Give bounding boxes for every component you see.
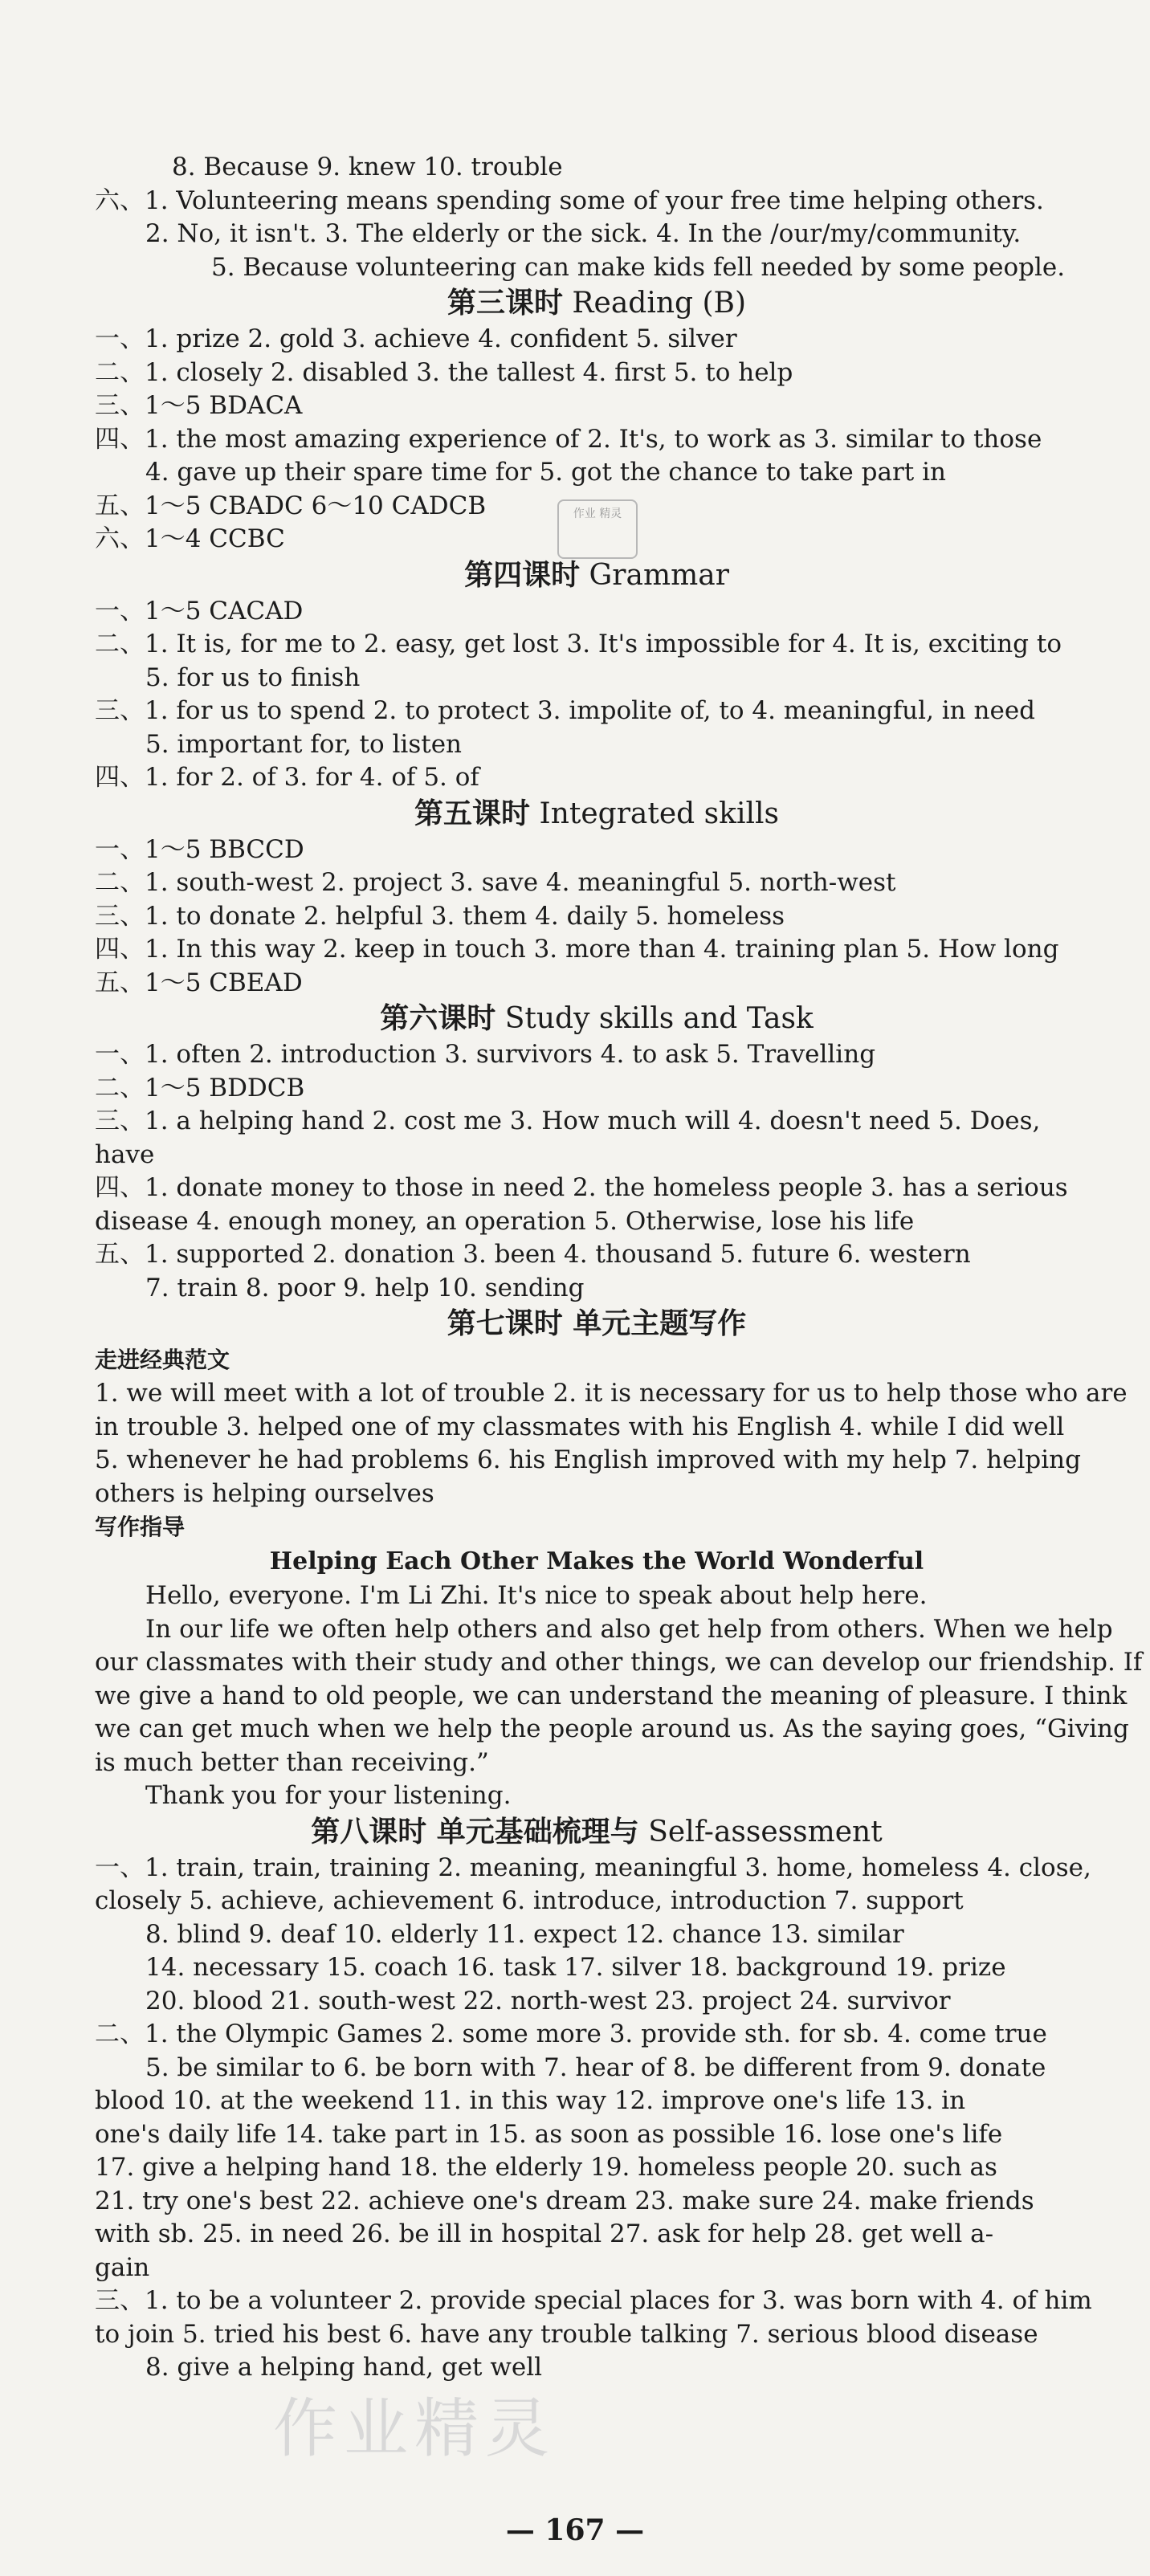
heading-cn: 第七课时 单元主题写作	[447, 1307, 747, 1340]
answer-line: 一、1. train, train, training 2. meaning, meaningful 3. home, homeless 4. close,	[95, 1853, 1091, 1882]
answer-line: 二、1～5 BDDCB	[95, 1073, 305, 1103]
answer-line: 14. necessary 15. coach 16. task 17. silver 18. background 19. prize	[145, 1953, 1006, 1982]
answer-line: 三、1. a helping hand 2. cost me 3. How much will 4. doesn't need 5. Does,	[95, 1107, 1041, 1135]
answer-line: 一、1～5 CACAD	[95, 596, 304, 626]
heading-en: Integrated skills	[539, 797, 779, 830]
answer-line: 五、1～5 CBADC 6～10 CADCB	[95, 491, 487, 520]
essay-line: Thank you for your listening.	[145, 1781, 512, 1810]
answer-line: 20. blood 21. south-west 22. north-west 23. project 24. survivor	[145, 1986, 951, 2016]
heading-cn: 第六课时	[380, 1002, 496, 1035]
answer-line: 8. blind 9. deaf 10. elderly 11. expect 12. chance 13. similar	[145, 1919, 904, 1949]
heading-cn: 第三课时	[447, 287, 563, 320]
section-heading	[95, 1305, 1099, 1343]
answer-line: 三、1. for us to spend 2. to protect 3. impolite of, to 4. meaningful, in need	[95, 696, 1036, 725]
heading-cn: 第五课时	[414, 797, 531, 830]
essay-line: we give a hand to old people, we can understand the meaning of pleasure. I think	[95, 1681, 1128, 1710]
answer-line: 三、1. to donate 2. helpful 3. them 4. daily 5. homeless	[95, 901, 785, 931]
heading-en: Grammar	[589, 558, 729, 592]
answer-line: in trouble 3. helped one of my classmates with his English 4. while I did well	[95, 1412, 1065, 1441]
answer-line: blood 10. at the weekend 11. in this way 12. improve one's life 13. in	[95, 2086, 966, 2115]
answer-line: 二、1. closely 2. disabled 3. the tallest 4. first 5. to help	[95, 357, 793, 387]
answer-line: 四、1. In this way 2. keep in touch 3. more than 4. training plan 5. How long	[95, 935, 1059, 964]
essay-line: our classmates with their study and other things, we can develop our friendship. If	[95, 1648, 1143, 1677]
watermark-stamp: 作业 精灵	[557, 499, 638, 559]
answer-line: closely 5. achieve, achievement 6. introduce, introduction 7. support	[95, 1886, 964, 1915]
sub-label: 写作指导	[95, 1514, 186, 1540]
answer-line: 四、1. donate money to those in need 2. the homeless people 3. has a serious	[95, 1173, 1068, 1202]
answer-line: 5. whenever he had problems 6. his English improved with my help 7. helping	[95, 1445, 1081, 1474]
answer-line: disease 4. enough money, an operation 5. Otherwise, lose his life	[95, 1206, 915, 1236]
answer-line: 三、1～5 BDACA	[95, 391, 303, 420]
answer-line: 五、1. supported 2. donation 3. been 4. thousand 5. future 6. western	[95, 1240, 971, 1269]
answer-line: 5. Because volunteering can make kids fell needed by some people.	[211, 252, 1066, 282]
answer-line: one's daily life 14. take part in 15. as soon as possible 16. lose one's life	[95, 2119, 1003, 2149]
answer-line: 4. gave up their spare time for 5. got the chance to take part in	[145, 458, 946, 487]
answer-line: have	[95, 1139, 155, 1169]
section-heading	[95, 284, 1099, 323]
essay-line: is much better than receiving.”	[95, 1747, 489, 1777]
answer-line: 四、1. the most amazing experience of 2. It's, to work as 3. similar to those	[95, 424, 1042, 454]
answer-line: 8. give a helping hand, get well	[145, 2353, 543, 2382]
answer-line: 2. No, it isn't. 3. The elderly or the sick. 4. In the /our/my/community.	[145, 219, 1022, 248]
answer-line: 二、1. the Olympic Games 2. some more 3. provide sth. for sb. 4. come true	[95, 2020, 1047, 2048]
heading-cn: 第四课时	[464, 558, 581, 592]
heading-en: Study skills and Task	[504, 1002, 814, 1035]
section-heading	[95, 795, 1099, 834]
answer-line: 二、1. south-west 2. project 3. save 4. meaningful 5. north-west	[95, 868, 896, 897]
answer-line: 三、1. to be a volunteer 2. provide special places for 3. was born with 4. of him	[95, 2286, 1092, 2315]
answer-line: 8. Because 9. knew 10. trouble	[172, 153, 563, 181]
answer-line: 7. train 8. poor 9. help 10. sending	[145, 1273, 585, 1302]
answer-line: 一、1. often 2. introduction 3. survivors 4. to ask 5. Travelling	[95, 1040, 876, 1069]
answer-line: 21. try one's best 22. achieve one's dream 23. make sure 24. make friends	[95, 2186, 1034, 2215]
answer-line: 二、1. It is, for me to 2. easy, get lost 3. It's impossible for 4. It is, exciting to	[95, 630, 1062, 658]
essay-line: we can get much when we help the people around us. As the saying goes, “Giving	[95, 1714, 1129, 1743]
section-heading	[95, 556, 1099, 595]
sub-label: 走进经典范文	[95, 1347, 230, 1373]
answer-page	[95, 151, 1143, 2385]
answer-line: to join 5. tried his best 6. have any trouble talking 7. serious blood disease	[95, 2319, 1038, 2349]
heading-en: Reading (B)	[572, 287, 747, 320]
answer-line: 一、1. prize 2. gold 3. achieve 4. confident 5. silver	[95, 324, 737, 353]
answer-line: 六、1～4 CCBC	[95, 524, 285, 553]
answer-line: 六、1. Volunteering means spending some of your free time helping others.	[95, 185, 1044, 215]
section-heading	[95, 1813, 1099, 1852]
answer-line: gain	[95, 2252, 150, 2282]
heading-cn: 第八课时 单元基础梳理与	[311, 1815, 639, 1848]
heading-en: Self-assessment	[648, 1815, 883, 1848]
answer-line: 5. important for, to listen	[145, 729, 463, 759]
answer-line: 一、1～5 BBCCD	[95, 834, 304, 864]
essay-title: Helping Each Other Makes the World Wonderful	[269, 1547, 924, 1575]
answer-line: with sb. 25. in need 26. be ill in hospital 27. ask for help 28. get well a-	[95, 2219, 994, 2248]
answer-line: others is helping ourselves	[95, 1478, 434, 1508]
answer-line: 17. give a helping hand 18. the elderly 19. homeless people 20. such as	[95, 2153, 997, 2182]
answer-line: 1. we will meet with a lot of trouble 2. it is necessary for us to help those who are	[95, 1379, 1128, 1408]
answer-line: 五、1～5 CBEAD	[95, 968, 303, 997]
page-number: — 167 —	[505, 2513, 645, 2547]
answer-line: 5. be similar to 6. be born with 7. hear of 8. be different from 9. donate	[145, 2052, 1046, 2082]
answer-line: 5. for us to finish	[145, 662, 361, 692]
section-heading	[95, 1000, 1099, 1038]
essay-line: In our life we often help others and also get help from others. When we help	[145, 1614, 1113, 1644]
answer-line: 四、1. for 2. of 3. for 4. of 5. of	[95, 763, 479, 792]
watermark-text: 作业精灵	[273, 2391, 556, 2466]
essay-line: Hello, everyone. I'm Li Zhi. It's nice to speak about help here.	[145, 1581, 928, 1610]
